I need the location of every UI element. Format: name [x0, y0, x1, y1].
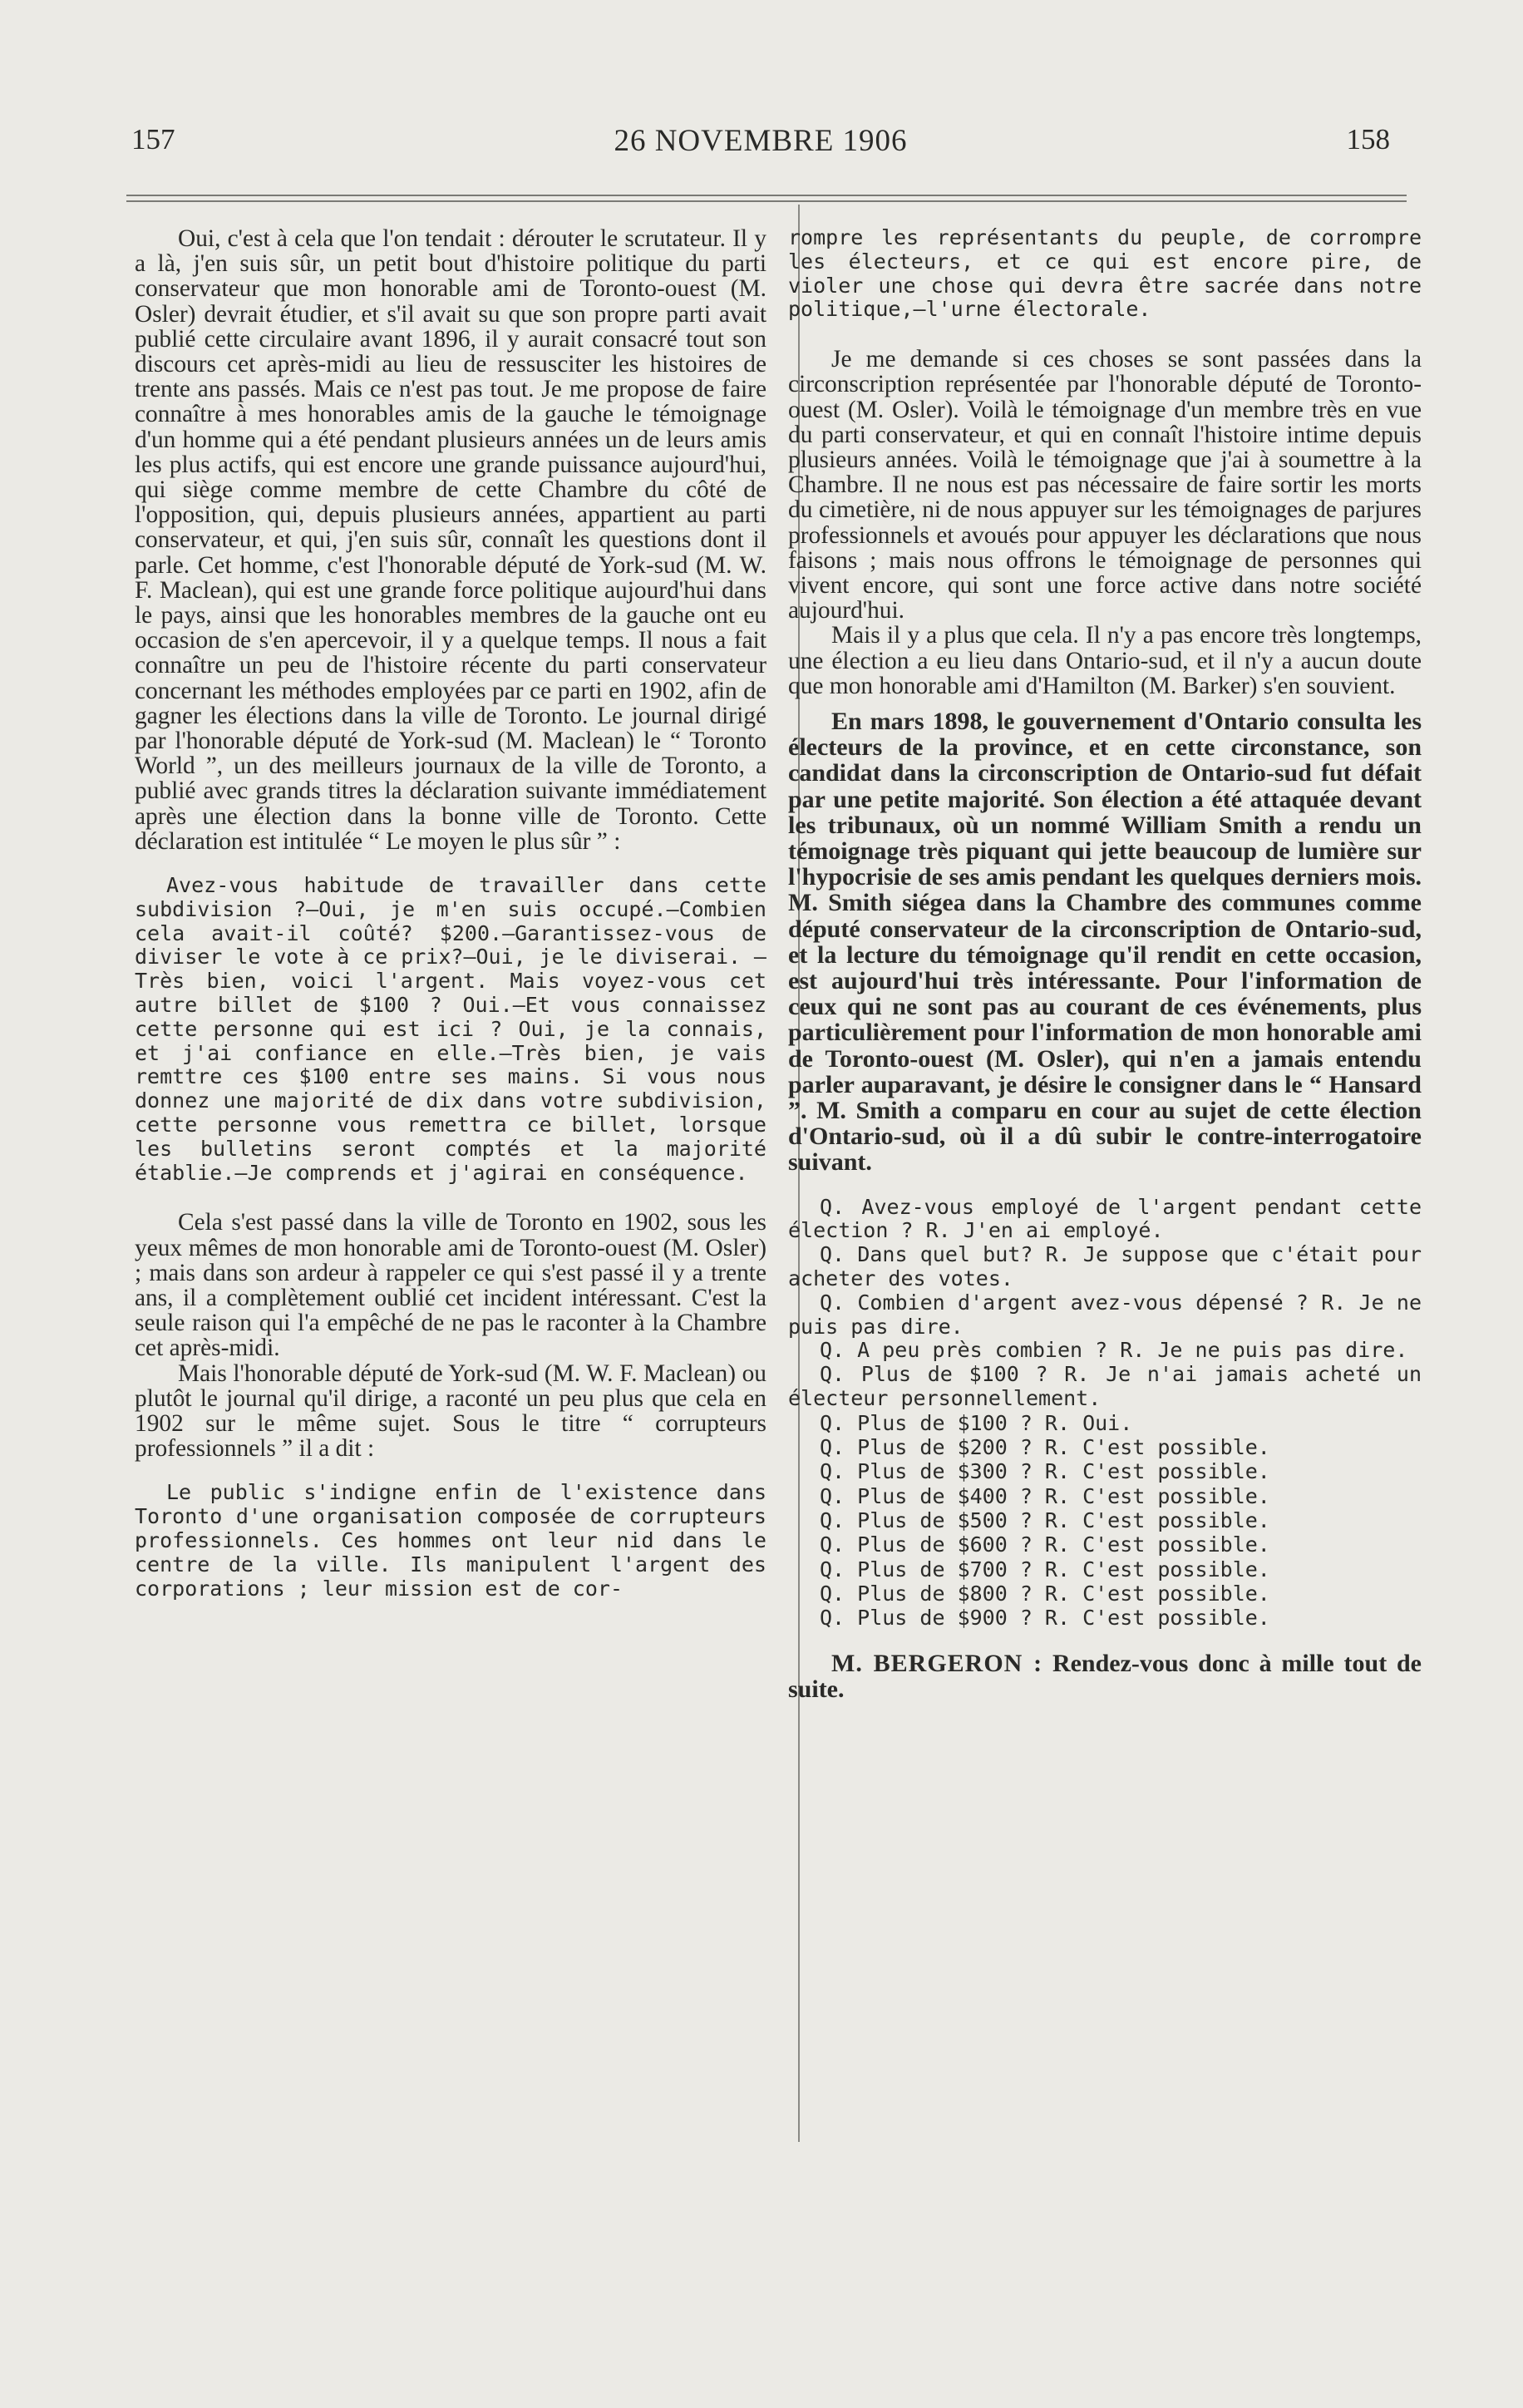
- quote-2-continued: rompre les représentants du peuple, de corrompre les électeurs, et ce qui est encore pire, de violer une chose qui devra être sacrée dans notre politique,—l'urne électorale.: [788, 225, 1422, 322]
- qa-list-item: Q. Plus de $600 ? R. C'est possible.: [820, 1532, 1270, 1557]
- speaker-speech: Rendez-vous donc à mille tout de suite.: [788, 1649, 1422, 1703]
- page-header: [125, 123, 1397, 173]
- qa-list-item: Q. Plus de $800 ? R. C'est possible.: [820, 1581, 1270, 1606]
- qa-item: Q. Avez-vous employé de l'argent pendant cette élection ? R. J'en ai employé.: [788, 1194, 1422, 1243]
- paragraph-2: Cela s'est passé dans la ville de Toronto en 1902, sous les yeux mêmes de mon honorable ami de Toronto-ouest (M. Osler) ; mais dans son ardeur à rappeler ce qui s'est passé il y a trente ans, il a complètement oublié cet incident intéressant. C'est la seule raison qui l'a empêché de ne pas le raconter à la Chambre cet après-midi.: [135, 1209, 766, 1362]
- paragraph-6: En mars 1898, le gouvernement d'Ontario consulta les électeurs de la province, et en cette circonstance, son candidat dans la circonscription de Ontario-sud fut défait par une petite majorité. Son élection a été attaquée devant les tribunaux, où un nommé William Smith a rendu un témoignage très piquant qui jette beaucoup de lumière sur l'hypocrisie de ses amis pendant les quelques derniers mois. M. Smith siégea dans la Chambre des communes comme député conservateur de la circonscription de Ontario-sud, et la lecture du témoignage qu'il rendit en cette occasion, est aujourd'hui très intéressante. Pour l'information de ceux qui ne sont pas au courant de ces événements, plus particulièrement pour l'information de mon honorable ami de Toronto-ouest (M. Osler), qui n'en a jamais entendu parler auparavant, je désire le consigner dans le “ Hansard ”. M. Smith a comparu en cour au sujet de cette élection d'Ontario-sud, où il a dû subir le contre-interrogatoire suivant.: [788, 708, 1422, 1177]
- qa-list-item: Q. Plus de $200 ? R. C'est possible.: [820, 1435, 1270, 1460]
- qa-list-item: Q. Plus de $700 ? R. C'est possible.: [820, 1557, 1270, 1581]
- right-column: [788, 226, 1422, 1702]
- qa-list-item: Q. Plus de $500 ? R. C'est possible.: [820, 1508, 1270, 1533]
- paragraph-3: Mais l'honorable député de York-sud (M. W. F. Maclean) ou plutôt le journal qu'il dirige, a raconté un peu plus que cela en 1902 sur le même sujet. Sous le titre “ corrupteurs professionnels ” il a dit :: [135, 1359, 766, 1463]
- header-rule-top: [126, 195, 1407, 196]
- page-title: 26 NOVEMBRE 1906: [614, 124, 908, 158]
- qa-item: Q. Plus de $100 ? R. Je n'ai jamais acheté un électeur personnellement.: [788, 1362, 1422, 1411]
- paragraph-4: Je me demande si ces choses se sont passées dans la circonscription représentée par l'honorable député de Toronto-ouest (M. Osler). Voilà le témoignage d'un membre très en vue du parti conservateur, et qui en connaît l'histoire intime depuis plusieurs années. Voilà le témoignage que j'ai à soumettre à la Chambre. Il ne nous est pas nécessaire de faire sortir les morts du cimetière, ni de nous appuyer sur les témoignages de parjures professionnels et avoués pour appuyer les déclarations que nous faisons ; mais nous offrons le témoignage de personnes qui vivent encore, qui sont une force active dans notre société aujourd'hui.: [788, 346, 1422, 624]
- qa-item: Q. Dans quel but? R. Je suppose que c'était pour acheter des votes.: [788, 1242, 1422, 1291]
- qa-list: [788, 1411, 1422, 1631]
- qa-list-item: Q. Plus de $100 ? R. Oui.: [820, 1410, 1133, 1435]
- speaker-line: [788, 1651, 1422, 1702]
- qa-list-item: Q. Plus de $400 ? R. C'est possible.: [820, 1483, 1270, 1508]
- header-rule-bottom: [126, 200, 1407, 202]
- qa-list-item: Q. Plus de $900 ? R. C'est possible.: [820, 1606, 1270, 1631]
- qa-list-item: Q. Plus de $300 ? R. C'est possible.: [820, 1459, 1270, 1484]
- page-number-right: 158: [1346, 123, 1390, 155]
- qa-item: Q. A peu près combien ? R. Je ne puis pas dire.: [820, 1338, 1408, 1363]
- qa-item: Q. Combien d'argent avez-vous dépensé ? R. Je ne puis pas dire.: [788, 1290, 1422, 1339]
- quote-2: Le public s'indigne enfin de l'existence dans Toronto d'une organisation composée de corrupteurs professionnels. Ces hommes ont leur nid dans le centre de la ville. Ils manipulent l'argent des corporations ; leur mission est de cor-: [135, 1480, 766, 1601]
- paragraph-1: Oui, c'est à cela que l'on tendait : dérouter le scrutateur. Il y a là, j'en suis sûr, un petit bout d'histoire politique du parti conservateur que mon honorable ami de Toronto-ouest (M. Osler) devrait étudier, et s'il avait su que son propre parti avait publié cette circulaire avant 1896, il y aurait consacré tout son discours cet après-midi au lieu de ressusciter les histoires de trente ans passés. Mais ce n'est pas tout. Je me propose de faire connaître à mes honorables amis de la gauche le témoignage d'un homme qui a été pendant plusieurs années un de leurs amis les plus actifs, qui est encore une grande puissance aujourd'hui, qui siège comme membre de cette Chambre du côté de l'opposition, qui, depuis plusieurs années, appartient au parti conservateur, et qui, j'en suis sûr, connaît les questions dont il parle. Cet homme, c'est l'honorable député de York-sud (M. W. F. Maclean), qui est une grande force politique aujourd'hui dans le pays, ainsi que les honorables membres de la gauche ont eu occasion de s'en apercevoir, il y a quelque temps. Il nous a fait connaître un peu de l'histoire récente du parti conservateur concernant les méthodes employées par ce parti en 1902, afin de gagner les élections dans la ville de Toronto. Le journal dirigé par l'honorable député de York-sud (M. Maclean) le “ Toronto World ”, un des meilleurs journaux de la ville de Toronto, a publié avec grands titres la déclaration suivante immédiatement après une élection dans la bonne ville de Toronto. Cette déclaration est intitulée “ Le moyen le plus sûr ” :: [135, 225, 766, 855]
- quote-1: Avez-vous habitude de travailler dans cette subdivision ?—Oui, je m'en suis occupé.—Combien cela avait-il coûté? $200.—Garantissez-vous de diviser le vote à ce prix?—Oui, je le diviserai. —Très bien, voici l'argent. Mais voyez-vous cet autre billet de $100 ? Oui.—Et vous connaissez cette personne qui est ici ? Oui, je la connais, et j'ai confiance en elle.—Très bien, je vais remttre ces $100 entre ses mains. Si vous nous donnez une majorité de dix dans votre subdivision, cette personne vous remettra ce billet, lorsque les bulletins seront comptés et la majorité établie.—Je comprends et j'agirai en conséquence.: [135, 873, 766, 1185]
- paragraph-5: Mais il y a plus que cela. Il n'y a pas encore très longtemps, une élection a eu lieu dans Ontario-sud, et il n'y a aucun doute que mon honorable ami d'Hamilton (M. Barker) s'en souvient.: [788, 622, 1422, 699]
- page-number-left: 157: [131, 123, 175, 155]
- speaker-name: M. BERGERON :: [831, 1649, 1043, 1677]
- left-column: [135, 226, 766, 1601]
